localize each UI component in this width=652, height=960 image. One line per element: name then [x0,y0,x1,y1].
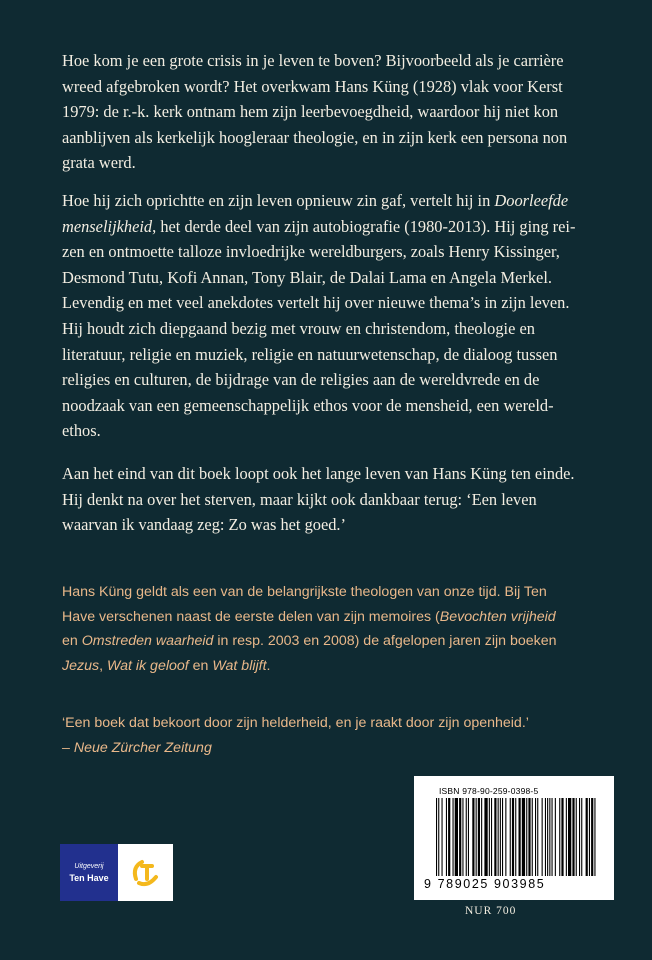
text-line: Desmond Tutu, Kofi Annan, Tony Blair, de Dalai Lama en Angela Merkel. [62,267,552,287]
book-title: Omstreden waarheid [81,633,214,649]
text-line: grata werd. [62,153,136,173]
text-segment: Hoe hij zich oprichtte en zijn leven opnieuw zin gaf, vertelt hij in [62,191,495,210]
text-line: aanblijven als kerkelijk hoogleraar theologie, en in zijn kerk een persona non [62,127,568,147]
description-paragraph-2 [62,188,617,444]
barcode-bar [500,798,501,876]
text-line: Hij denkt na over het sterven, maar kijkt ook dankbaar terug: ‘Een leven [62,489,537,509]
book-title: Wat blijft [212,657,267,674]
book-title: Jezus [62,657,100,674]
description-paragraph-3 [62,461,617,538]
text-line: Levendig en met veel anekdotes vertelt hij over nieuwe thema’s in zijn leven. [62,293,570,313]
text-line: religies en culturen, de bijdrage van de religies aan de wereldvrede en de [62,370,540,390]
barcode-bar [561,798,563,876]
barcode-bar [472,798,474,876]
review-quote [62,711,622,760]
text-segment: . [266,657,271,674]
ten-have-logo-icon [118,844,173,901]
text-line: ethos. [62,421,101,441]
barcode-bar [502,798,503,876]
barcode-bar [532,798,533,876]
barcode-bar [581,798,582,876]
barcode-bar [591,798,593,876]
barcode-bar [519,798,521,876]
barcode-bar [515,798,516,876]
barcode-bar [566,798,567,876]
author-about [62,580,622,678]
text-segment: , [99,657,107,674]
barcode-bar [489,798,490,876]
text-segment: , het derde deel van zijn autobiografie (1980-2013). Hij ging rei- [152,216,576,236]
barcode-bar [505,798,506,876]
text-line: noodzaak van een gemeenschappelijk ethos voor de mensheid, een wereld- [62,395,554,415]
text-line: Hij houdt zich diepgaand bezig met vrouw en christendom, theologie en [62,318,535,338]
barcode-bar [522,798,525,876]
barcode-bar [462,798,463,876]
text-line: zen en ontmoette talloze invloedrijke wereldburgers, zoals Henry Kissinger, [62,242,560,262]
text-line: waarvan ik vandaag zeg: Zo was het goed.’ [62,515,346,535]
barcode-bar [547,798,548,876]
barcode-bar [572,798,574,876]
barcode-bar [442,798,443,876]
description-paragraph-1 [62,48,617,176]
barcode-bars [436,798,596,880]
barcode-bar [568,798,571,876]
barcode-bar [586,798,588,876]
barcode-bar [453,798,454,876]
text-segment: Have verschenen naast de eerste delen van zijn memoires ( [62,608,440,625]
publisher-label-name: Ten Have [69,872,109,883]
barcode-bar [552,798,553,876]
text-line [62,654,622,679]
barcode-bar [512,798,514,876]
book-title: Bevochten vrijheid [439,608,556,625]
barcode-bar [498,798,499,876]
barcode-bar [510,798,511,876]
nur-code: NUR 700 [465,905,517,917]
barcode-bar [545,798,546,876]
text-line [62,605,622,630]
publisher-logo-label [60,844,118,901]
barcode-bar [559,798,560,876]
barcode-bar [542,798,543,876]
barcode-bar [478,798,480,876]
barcode-bar [594,798,595,876]
barcode-bar [549,798,550,876]
barcode-bar [484,798,487,876]
barcode-bar [589,798,590,876]
text-line: wreed afgebroken wordt? Het overkwam Hans Küng (1928) vlak voor Kerst [62,76,563,96]
barcode-box [414,776,614,900]
text-line: Hans Küng geldt als een van de belangrijkste theologen van onze tijd. Bij Ten [62,584,547,600]
quote-text: ‘Een boek dat bekoort door zijn helderheid, en je raakt door zijn openheid.’ [62,715,529,731]
text-line: literatuur, religie en muziek, religie en natuurwetenschap, de dialoog tussen [62,344,558,364]
barcode-bar [576,798,577,876]
text-segment: in resp. 2003 en 2008) de afgelopen jaren zijn boeken [213,633,557,649]
book-title: Wat ik geloof [106,657,189,674]
publisher-logo [60,844,173,901]
text-line: Aan het eind van dit boek loopt ook het lange leven van Hans Küng ten einde. [62,464,575,483]
barcode-bar [438,798,439,876]
text-line: Hoe kom je een grote crisis in je leven te boven? Bijvoorbeeld als je carrière [62,51,564,70]
isbn-label: ISBN 978-90-259-0398-5 [439,786,539,796]
ean-digits: 9 789025 903985 [424,877,546,891]
barcode-bar [459,798,461,876]
book-title: Doorleefde [494,191,569,210]
text-segment: en [188,657,213,674]
barcode-bar [579,798,580,876]
barcode-bar [448,798,450,876]
barcode-bar [535,798,536,876]
quote-source: – Neue Zürcher Zeitung [62,739,212,756]
barcode-bar [436,798,437,876]
text-segment: en [62,633,82,649]
barcode-bar [494,798,496,876]
barcode-bar [466,798,467,876]
barcode-bar [491,798,492,876]
text-line [62,214,617,240]
barcode-bar [468,798,469,876]
publisher-label-small: Uitgeverij [74,862,104,870]
barcode-bar [528,798,530,876]
barcode-bar [476,798,477,876]
barcode-bar [555,798,556,876]
text-line [62,629,622,654]
barcode-bar [481,798,482,876]
text-line [62,188,617,214]
barcode-bar [446,798,447,876]
barcode-bar [455,798,458,876]
text-line: 1979: de r.-k. kerk ontnam hem zijn leerbevoegdheid, waardoor hij niet kon [62,102,559,122]
barcode-bar [526,798,527,876]
barcode-bar [537,798,538,876]
book-title: menselijkheid [62,216,153,236]
